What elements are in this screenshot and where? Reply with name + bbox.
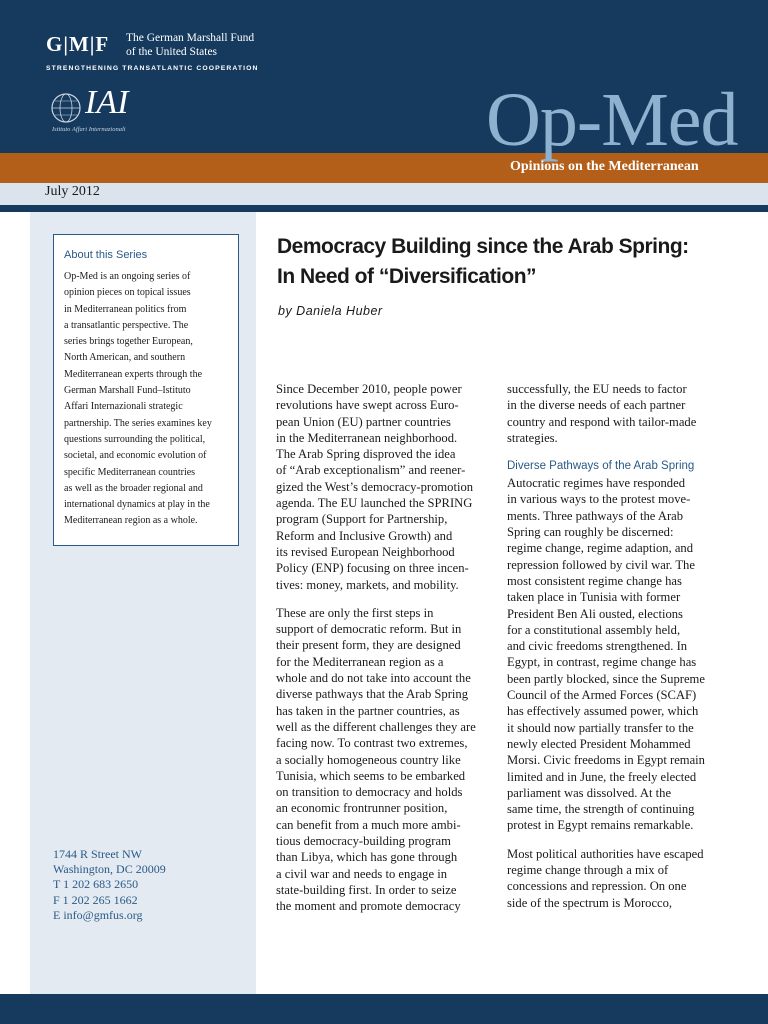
article-column-1	[276, 381, 496, 927]
text-line: its revised European Neighborhood	[276, 544, 455, 559]
text-line: Council of the Armed Forces (SCAF)	[507, 688, 697, 703]
text-line: tious democracy-building program	[276, 834, 451, 849]
paragraph	[507, 381, 732, 446]
text-line: Op-Med is an ongoing series of	[64, 271, 191, 282]
gmf-name	[126, 31, 276, 59]
text-line: a socially homogeneous country like	[276, 752, 461, 767]
text-line: revolutions have swept across Euro-	[276, 398, 459, 413]
text-line: can benefit from a much more ambi-	[276, 817, 461, 832]
text-line: opinion pieces on topical issues	[64, 287, 191, 299]
text-line: most consistent regime change has	[507, 573, 682, 588]
text-line: These are only the first steps in	[276, 605, 434, 620]
paragraph	[507, 846, 732, 911]
text-line: an economic frontrunner position,	[276, 801, 448, 816]
text-line: pean Union (EU) partner countries	[276, 414, 451, 429]
text-line: North American, and southern	[64, 352, 186, 364]
byline: by Daniela Huber	[278, 304, 383, 318]
text-line: President Ben Ali ousted, elections	[507, 606, 683, 621]
footer-band	[0, 994, 768, 1024]
text-line: facing now. To contrast two extremes,	[276, 736, 468, 751]
text-line: than Libya, which has gone through	[276, 850, 458, 865]
text-line: it should now partially transfer to the	[507, 720, 694, 735]
article-title-line2: In Need of “Diversification”	[277, 265, 537, 288]
contact-address	[53, 847, 166, 923]
text-line: in the diverse needs of each partner	[507, 398, 686, 413]
text-line: specific Mediterranean countries	[64, 466, 196, 478]
text-line: German Marshall Fund–Istituto	[64, 385, 191, 397]
text-line: questions surrounding the political,	[64, 433, 206, 445]
text-line: regime change through a mix of	[507, 863, 669, 878]
text-line: Egypt, in contrast, regime change has	[507, 655, 697, 670]
text-line: Spring can roughly be discerned:	[507, 525, 674, 540]
about-series-box	[53, 234, 239, 546]
series-subtitle: Opinions on the Mediterranean	[510, 159, 699, 174]
text-line: limited and in June, the freely elected	[507, 769, 697, 784]
text-line: partnership. The series examines key	[64, 417, 212, 429]
iai-logo: IAI	[85, 84, 129, 121]
text-line: Morsi. Civic freedoms in Egypt remain	[507, 753, 705, 768]
text-line: their present form, they are designed	[276, 638, 461, 653]
text-line: repression followed by civil war. The	[507, 557, 695, 572]
text-line: taken place in Tunisia with former	[507, 590, 681, 605]
text-line: 1744 R Street NW	[53, 847, 142, 861]
text-line: newly elected President Mohammed	[507, 736, 691, 751]
gmf-name-line1: The German Marshall Fund	[126, 32, 255, 44]
text-line: in Mediterranean politics from	[64, 303, 187, 315]
text-line: series brings together European,	[64, 336, 193, 348]
text-line: strategies.	[507, 430, 558, 445]
text-line: successfully, the EU needs to factor	[507, 382, 687, 396]
text-line: ments. Three pathways of the Arab	[507, 508, 684, 523]
text-line: state-building first. In order to seize	[276, 882, 457, 897]
text-line: international dynamics at play in the	[64, 499, 210, 511]
text-line: for a constitutional assembly held,	[507, 622, 681, 637]
text-line: gized the West’s democracy-promotion	[276, 479, 474, 494]
text-line: Autocratic regimes have responded	[507, 476, 685, 491]
text-line: support of democratic reform. But in	[276, 622, 462, 637]
text-line: T 1 202 683 2650	[53, 877, 139, 892]
text-line: has taken in the partner countries, as	[276, 703, 460, 718]
text-line: Mediterranean region as a whole.	[64, 515, 198, 527]
text-line: a transatlantic perspective. The	[64, 319, 189, 331]
text-line: protest in Egypt remains remarkable.	[507, 818, 694, 833]
text-line: has effectively assumed power, which	[507, 704, 699, 719]
series-title: Op-Med	[486, 78, 738, 162]
text-line: well as the different challenges they are	[276, 719, 476, 734]
date-band	[0, 183, 768, 205]
paragraph	[507, 475, 732, 834]
text-line: Washington, DC 20009	[53, 862, 166, 877]
text-line: Since December 2010, people power	[276, 382, 462, 396]
iai-globe-icon	[50, 92, 82, 124]
text-line: Affari Internazionali strategic	[64, 401, 183, 413]
issue-date: July 2012	[45, 184, 100, 199]
text-line: side of the spectrum is Morocco,	[507, 895, 673, 910]
text-line: program (Support for Partnership,	[276, 512, 448, 527]
text-line: Mediterranean experts through the	[64, 368, 203, 380]
text-line: a civil war and needs to engage in	[276, 866, 447, 881]
text-line: country and respond with tailor-made	[507, 414, 697, 429]
text-line: tives: money, markets, and mobility.	[276, 577, 459, 592]
text-line: Most political authorities have escaped	[507, 846, 704, 861]
divider	[0, 205, 768, 212]
paragraph	[276, 381, 496, 593]
about-series-text	[64, 269, 229, 530]
text-line: E info@gmfus.org	[53, 907, 143, 922]
paragraph	[276, 605, 496, 915]
text-line: parliament was dissolved. At the	[507, 785, 672, 800]
text-line: The Arab Spring disproved the idea	[276, 447, 456, 462]
text-line: of “Arab exceptionalism” and reener-	[276, 463, 466, 478]
text-line: same time, the strength of continuing	[507, 802, 695, 817]
text-line: been partly blocked, since the Supreme	[507, 671, 705, 686]
text-line: as well as the broader regional and	[64, 482, 203, 494]
text-line: on transition to democracy and holds	[276, 785, 463, 800]
text-line: the moment and promote democracy	[276, 899, 461, 914]
text-line: F 1 202 265 1662	[53, 892, 138, 907]
text-line: in various ways to the protest move-	[507, 492, 691, 507]
text-line: and civic freedoms strengthened. In	[507, 639, 688, 654]
text-line: societal, and economic evolution of	[64, 450, 207, 462]
text-line: concessions and repression. On one	[507, 879, 687, 894]
text-line: in the Mediterranean neighborhood.	[276, 430, 458, 445]
text-line: Tunisia, which seems to be embarked	[276, 768, 466, 783]
text-line: whole and do not take into account the	[276, 671, 471, 686]
gmf-tagline: STRENGTHENING TRANSATLANTIC COOPERATION	[46, 65, 259, 72]
article-title	[277, 232, 737, 292]
article-column-2	[507, 381, 732, 923]
text-line: agenda. The EU launched the SPRING	[276, 496, 473, 511]
text-line: for the Mediterranean region as a	[276, 654, 444, 669]
text-line: diverse pathways that the Arab Spring	[276, 687, 469, 702]
iai-subtitle: Istituto Affari Internazionali	[52, 126, 126, 133]
text-line: Reform and Inclusive Growth) and	[276, 528, 453, 543]
article-title-line1: Democracy Building since the Arab Spring:	[277, 235, 689, 258]
text-line: regime change, regime adaption, and	[507, 541, 694, 556]
text-line: Policy (ENP) focusing on three incen-	[276, 561, 469, 576]
gmf-name-line2: of the United States	[126, 46, 218, 58]
section-heading: Diverse Pathways of the Arab Spring	[507, 460, 695, 473]
gmf-logo: G|M|F	[46, 32, 110, 56]
about-series-title: About this Series	[64, 249, 148, 261]
